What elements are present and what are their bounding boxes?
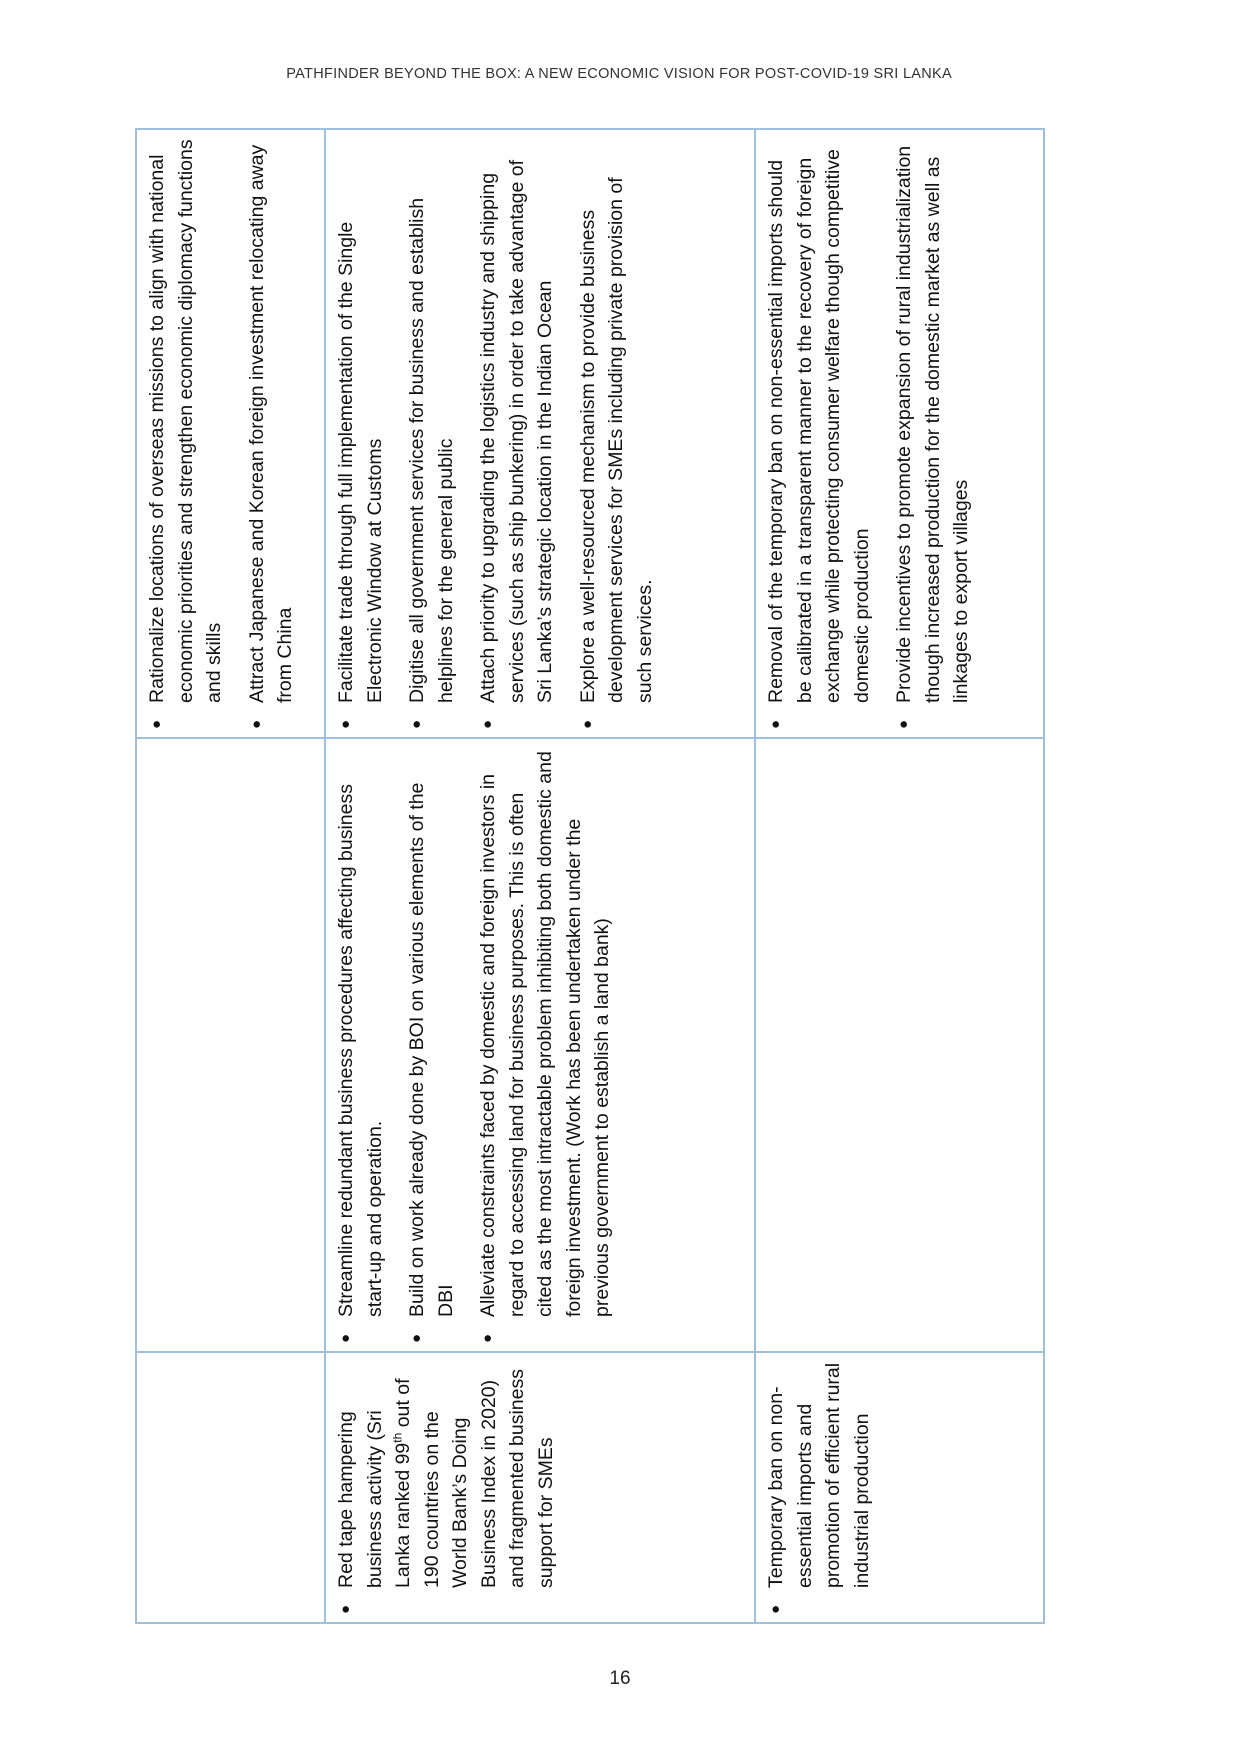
action-text: Provide incentives to promote expansion of rural industrialization though increased production for the domestic market as well as linkages to export villages [893, 145, 972, 703]
measures-cell [325, 738, 755, 1352]
bullet-icon: ● [408, 1333, 425, 1343]
policy-table-frame [135, 130, 1001, 1624]
bullet-icon: ● [578, 719, 596, 729]
list-item [474, 138, 560, 731]
bullet-icon: ● [895, 719, 912, 729]
list-item [332, 747, 389, 1345]
bullet-icon: ● [337, 1604, 354, 1614]
issue-cell [325, 1352, 755, 1623]
issue-text: Red tape hampering business activity (Sri Lanka ranked 99th out of 190 countries on the World Bank’s Doing Business Index in 2020) and fragmented business support for SMEs [335, 1369, 557, 1588]
table-row [755, 129, 1044, 1623]
list-item [762, 138, 876, 731]
running-header: PATHFINDER BEYOND THE BOX: A NEW ECONOMIC VISION FOR POST-COVID-19 SRI LANKA [286, 66, 952, 82]
measure-text: Alleviate constraints faced by domestic and foreign investors in regard to accessing land for business purposes. This is often cited as the most intractable problem inhibiting both domestic and foreign investment. (Work has been undertaken under the previous government to establish a land bank) [477, 751, 613, 1317]
actions-cell [755, 129, 1044, 738]
list-item [243, 138, 300, 731]
issue-text: Temporary ban on non-essential imports and promotion of efficient rural industrial production [765, 1362, 873, 1588]
issue-cell [755, 1352, 1044, 1623]
list-item [403, 747, 460, 1345]
list-item [762, 1361, 876, 1616]
bullet-icon: ● [479, 1333, 496, 1343]
action-text: Facilitate trade through full implementation of the Single Electronic Window at Customs [335, 221, 386, 703]
bullet-icon: ● [767, 1604, 784, 1614]
bullet-icon: ● [479, 719, 496, 729]
actions-cell [325, 129, 755, 738]
bullet-icon: ● [148, 719, 165, 729]
policy-table [135, 128, 1045, 1624]
actions-cell [136, 129, 325, 738]
action-text: Digitise all government services for business and establish helplines for the general public [406, 197, 457, 703]
measure-text: Streamline redundant business procedures affecting business start-up and operation. [335, 784, 386, 1317]
action-text: Explore a well-resourced mechanism to provide business development services for SMEs including private provision of such services. [576, 177, 656, 703]
list-item [332, 138, 389, 731]
page-number: 16 [609, 1668, 631, 1689]
list-item [474, 747, 617, 1345]
bullet-icon: ● [337, 1333, 354, 1343]
bullet-icon: ● [337, 719, 354, 729]
bullet-icon: ● [247, 719, 265, 729]
table-row [325, 129, 755, 1623]
list-item [890, 138, 976, 731]
measure-text: Build on work already done by BOI on various elements of the DBI [406, 782, 457, 1317]
issue-cell [136, 1352, 325, 1623]
bullet-icon: ● [408, 719, 425, 729]
list-item [403, 138, 460, 731]
measures-cell [755, 738, 1044, 1352]
list-item [332, 1361, 560, 1616]
action-text: Attract Japanese and Korean foreign investment relocating away from China [245, 144, 296, 703]
measures-cell [136, 738, 325, 1352]
action-text: Attach priority to upgrading the logistics industry and shipping services (such as ship bunkering) in order to take advantage of Sri Lanka’s strategic location in the Indian Ocean [477, 159, 556, 703]
table-row [136, 129, 325, 1623]
bullet-icon: ● [767, 719, 784, 729]
list-item [143, 138, 229, 731]
list-item [574, 138, 660, 731]
action-text: Rationalize locations of overseas missions to align with national economic priorities and strengthen economic diplomacy functions and skills [146, 139, 225, 703]
action-text: Removal of the temporary ban on non-essential imports should be calibrated in a transparent manner to the recovery of foreign exchange while protecting consumer welfare though competitive domestic production [765, 149, 873, 703]
